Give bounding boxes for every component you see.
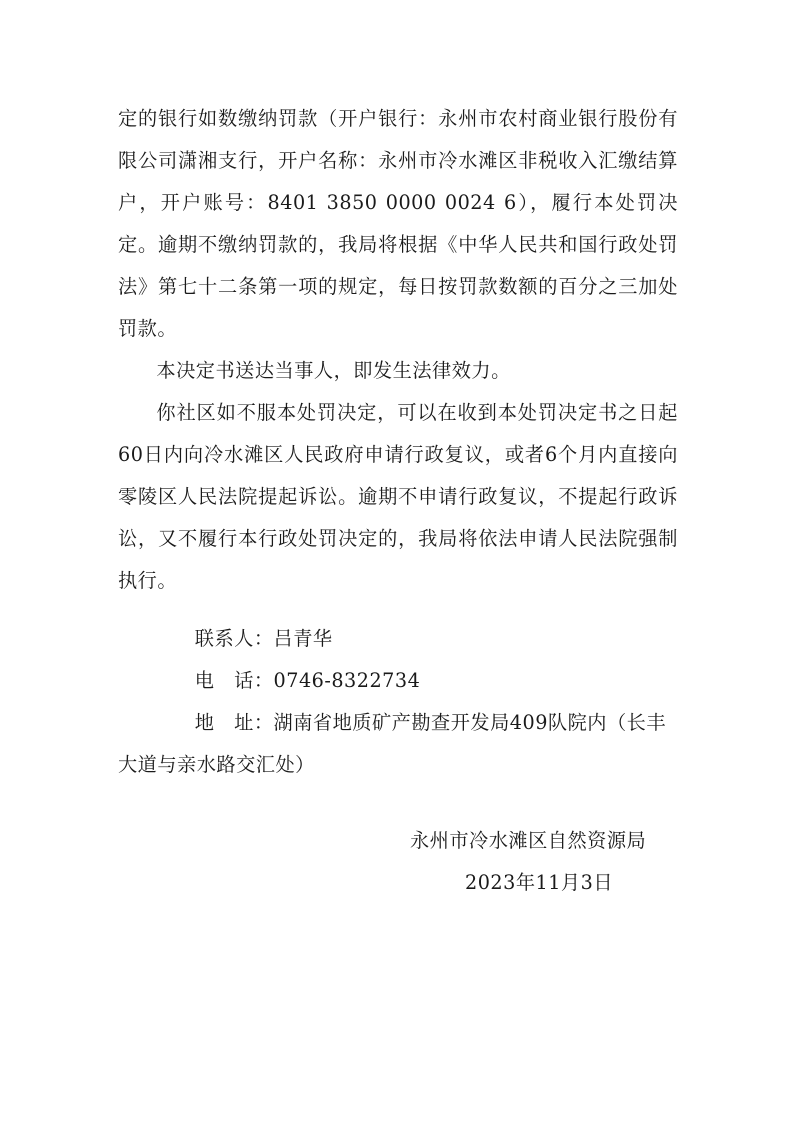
contact-phone xyxy=(118,660,678,702)
contact-address xyxy=(118,702,678,786)
appeal-paragraph: 你社区如不服本处罚决定，可以在收到本处罚决定书之日起60日内向冷水滩区人民政府申请行政复议，或者6个月内直接向零陵区人民法院提起诉讼。逾期不申请行政复议，不提起行政诉讼，又不履行本行政处罚决定的，我局将依法申请人民法院强制执行。 xyxy=(118,401,678,592)
contact-phone-value: 0746-8322734 xyxy=(273,669,421,692)
contact-person-value: 吕青华 xyxy=(273,627,333,650)
contact-address-label: 地 址： xyxy=(194,711,274,734)
signature-organization: 永州市冷水滩区自然资源局 xyxy=(410,829,647,852)
contact-person xyxy=(118,618,678,660)
signature-date: 2023年11月3日 xyxy=(465,871,614,894)
effect-paragraph: 本决定书送达当事人，即发生法律效力。 xyxy=(156,359,511,382)
payment-paragraph: 定的银行如数缴纳罚款（开户银行：永州市农村商业银行股份有限公司潇湘支行，开户名称：永州市冷水滩区非税收入汇缴结算户，开户账号：8401 3850 0000 0024 6），履行本处罚决定。逾期不缴纳罚款的，我局将根据《中华人民共和国行政处罚法》第七十二条第一项的规定，每日按罚款数额的百分之三加处罚款。 xyxy=(118,107,678,340)
contact-person-label: 联系人： xyxy=(194,627,274,650)
contact-address-value: 湖南省地质矿产勘查开发局409队院内（长丰大道与亲水路交汇处） xyxy=(118,711,667,776)
document-body xyxy=(118,98,678,602)
contact-block xyxy=(118,618,678,786)
contact-phone-label: 电 话： xyxy=(194,669,274,692)
